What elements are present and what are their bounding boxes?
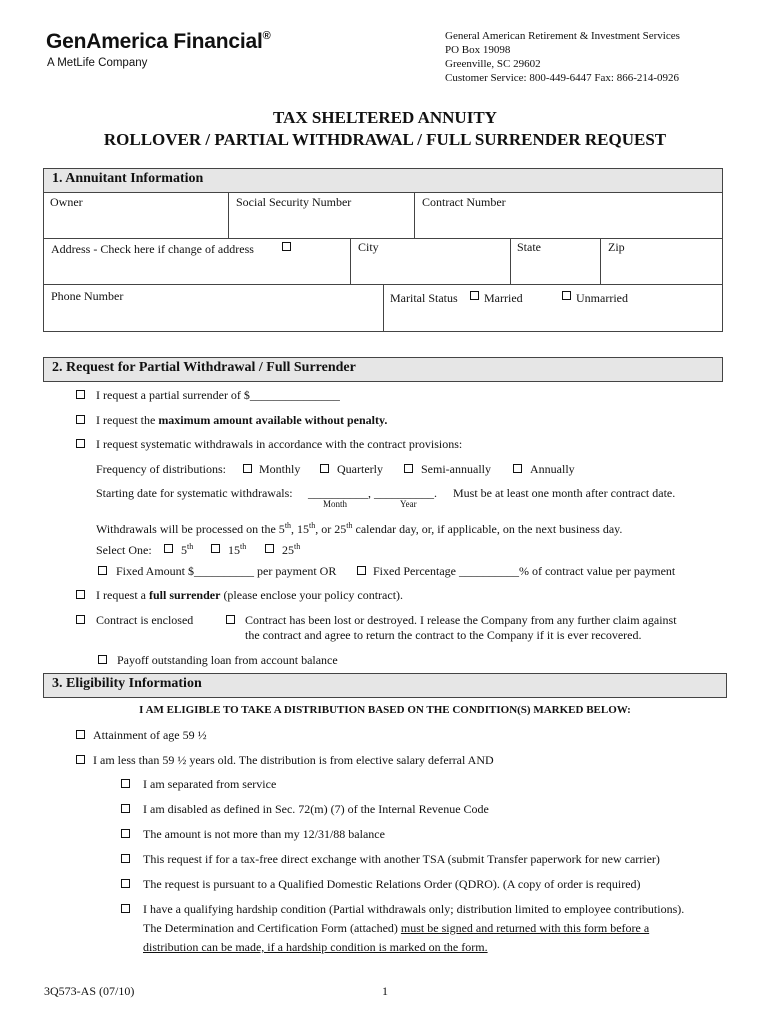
ssn-field[interactable]: Social Security Number [236,195,352,209]
full-surrender-text: I request a full surrender (please enclose your policy contract). [96,588,404,602]
logo-subtitle: A MetLife Company [47,57,148,69]
eligibility-banner: I AM ELIGIBLE TO TAKE A DISTRIBUTION BASED ON THE CONDITION(S) MARKED BELOW: [139,704,631,716]
full-surrender-checkbox[interactable] [76,590,85,599]
condition-checkbox[interactable] [121,854,130,863]
under-age-checkbox[interactable] [76,755,85,764]
zip-field[interactable]: Zip [608,240,625,254]
phone-field[interactable]: Phone Number [51,289,124,303]
hardship-checkbox[interactable] [121,904,130,913]
age-text: Attainment of age 59 ½ [93,728,207,742]
unmarried-checkbox[interactable] [562,291,571,300]
logo-name: GenAmerica Financial [46,30,263,53]
select-one-label: Select One: [96,543,152,557]
partial-surrender-text: I request a partial surrender of $_______________ [96,388,340,402]
form-title-2: ROLLOVER / PARTIAL WITHDRAWAL / FULL SURRENDER REQUEST [103,130,667,149]
fixed-amount-text: Fixed Amount $__________ per payment OR [116,564,337,578]
address-line-3: Greenville, SC 29602 [445,58,541,70]
city-field[interactable]: City [358,240,379,254]
condition-checkbox[interactable] [121,804,130,813]
day-25-label: 25th [282,542,301,557]
monthly-checkbox[interactable] [243,464,252,473]
max-amount-text: I request the maximum amount available without penalty. [96,413,388,427]
frequency-label: Frequency of distributions: [96,462,226,476]
condition-checkbox[interactable] [121,829,130,838]
address-line-4: Customer Service: 800-449-6447 Fax: 866-214-0926 [445,72,680,84]
day-15-checkbox[interactable] [211,544,220,553]
semiannually-checkbox[interactable] [404,464,413,473]
company-logo [46,30,271,54]
condition-item: I am disabled as defined in Sec. 72(m) (7) of the Internal Revenue Code [143,802,489,816]
marital-status-label: Marital Status [390,291,458,305]
start-date-label: Starting date for systematic withdrawals: [96,486,293,500]
fixed-percentage-text: Fixed Percentage __________% of contract value per payment [373,564,676,578]
under-age-text: I am less than 59 ½ years old. The distribution is from elective salary deferral AND [93,753,494,767]
contract-number-field[interactable]: Contract Number [422,195,506,209]
condition-checkbox[interactable] [121,879,130,888]
hardship-line2: The Determination and Certification Form (attached) must be signed and returned with this form before a [143,921,650,935]
systematic-text: I request systematic withdrawals in accordance with the contract provisions: [96,437,463,451]
annually-checkbox[interactable] [513,464,522,473]
fixed-amount-checkbox[interactable] [98,566,107,575]
hardship-line3: distribution can be made, if a hardship condition is marked on the form. [143,940,488,954]
day-5-label: 5th [181,542,194,557]
day-25-checkbox[interactable] [265,544,274,553]
logo-reg: ® [262,30,271,42]
married-checkbox[interactable] [470,291,479,300]
hardship-line1: I have a qualifying hardship condition (Partial withdrawals only; distribution limited to employee contributions). [143,902,685,916]
annually-label: Annually [530,462,575,476]
day-5-checkbox[interactable] [164,544,173,553]
form-id: 3Q573-AS (07/10) [44,984,135,998]
section1-heading: 1. Annuitant Information [43,168,723,193]
payoff-loan-text: Payoff outstanding loan from account balance [117,653,338,667]
contract-lost-line2: the contract and agree to return the contract to the Company if it is ever recovered. [245,628,642,642]
page-number: 1 [382,984,388,998]
start-date-blanks[interactable]: __________, __________. [308,486,437,500]
owner-field[interactable]: Owner [50,195,83,209]
condition-checkbox[interactable] [121,779,130,788]
contract-lost-line1: Contract has been lost or destroyed. I release the Company from any further claim against [245,613,677,627]
systematic-checkbox[interactable] [76,439,85,448]
monthly-label: Monthly [259,462,301,476]
change-address-checkbox[interactable] [282,242,291,251]
start-date-note: Must be at least one month after contract date. [453,486,676,500]
partial-surrender-checkbox[interactable] [76,390,85,399]
processing-note: Withdrawals will be processed on the 5th, 15th, or 25th calendar day, or, if applicable, on the next business day. [96,521,623,536]
unmarried-label: Unmarried [576,291,628,305]
day-15-label: 15th [228,542,247,557]
quarterly-checkbox[interactable] [320,464,329,473]
age-checkbox[interactable] [76,730,85,739]
address-line-1: General American Retirement & Investment Services [445,30,680,42]
section2-heading: 2. Request for Partial Withdrawal / Full Surrender [43,357,723,382]
address-line-2: PO Box 19098 [445,44,511,56]
address-field[interactable]: Address - Check here if change of address [51,242,254,256]
company-address [445,29,680,85]
contract-enclosed-label: Contract is enclosed [96,613,194,627]
condition-item: The amount is not more than my 12/31/88 balance [143,827,385,841]
month-caption: Month [323,499,348,509]
condition-item: I am separated from service [143,777,277,791]
contract-lost-checkbox[interactable] [226,615,235,624]
fixed-percentage-checkbox[interactable] [357,566,366,575]
married-label: Married [484,291,523,305]
section3-heading: 3. Eligibility Information [43,673,727,698]
payoff-loan-checkbox[interactable] [98,655,107,664]
condition-item: This request if for a tax-free direct exchange with another TSA (submit Transfer paperwork for new carrier) [143,852,660,866]
max-amount-checkbox[interactable] [76,415,85,424]
quarterly-label: Quarterly [337,462,383,476]
semiannually-label: Semi-annually [421,462,491,476]
form-title-1: TAX SHELTERED ANNUITY [273,108,497,127]
contract-enclosed-checkbox[interactable] [76,615,85,624]
condition-item: The request is pursuant to a Qualified Domestic Relations Order (QDRO). (A copy of order is required) [143,877,641,891]
year-caption: Year [400,499,417,509]
state-field[interactable]: State [517,240,541,254]
